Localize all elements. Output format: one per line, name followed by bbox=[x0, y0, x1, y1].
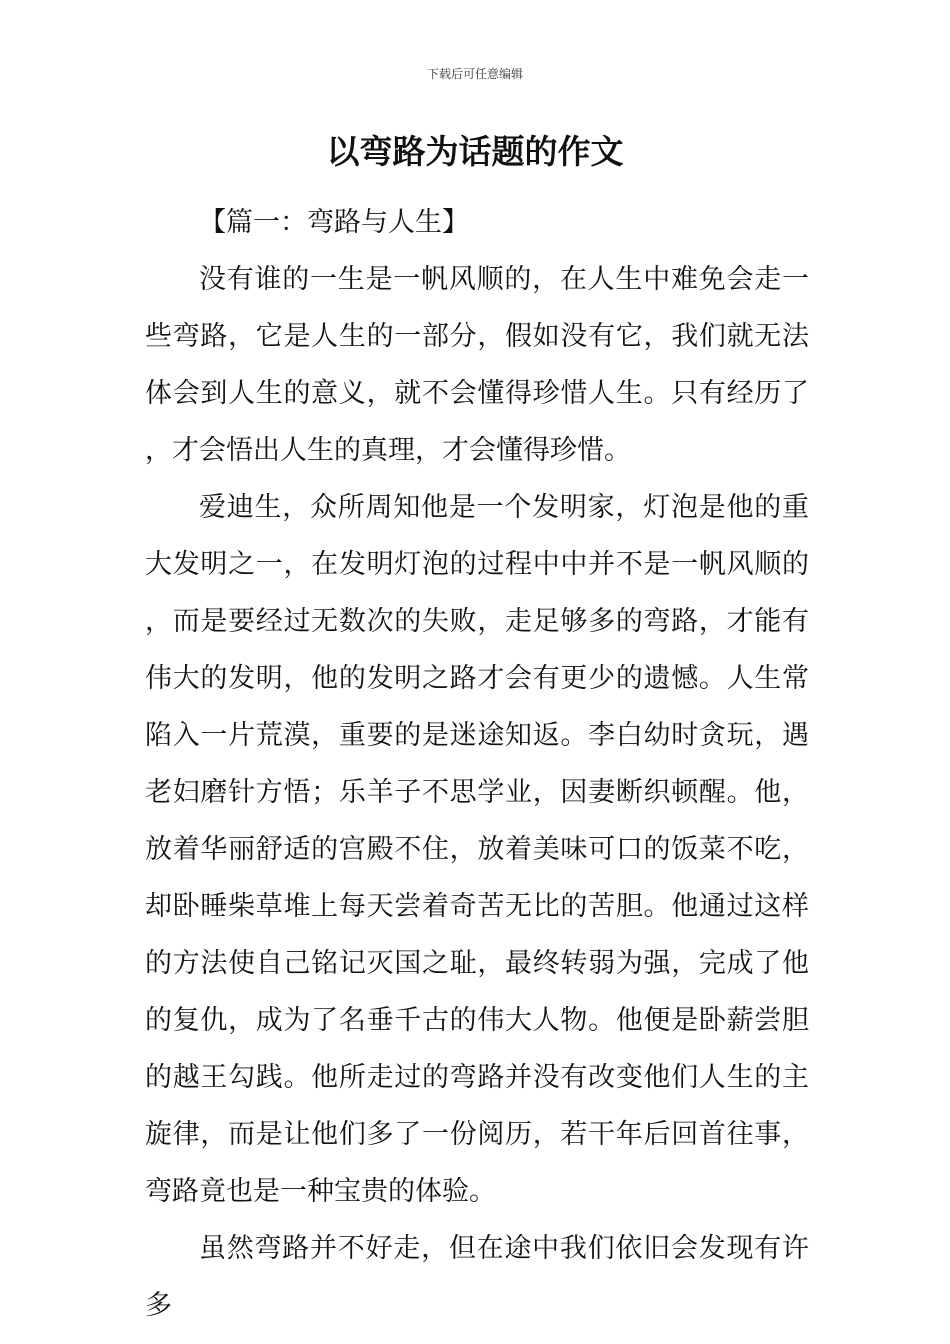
section-heading: 【篇一：弯路与人生】 bbox=[199, 207, 469, 238]
document-body bbox=[145, 194, 809, 1334]
document-title: 以弯路为话题的作文 bbox=[326, 132, 624, 171]
body-paragraph: 爱迪生，众所周知他是一个发明家，灯泡是他的重大发明之一，在发明灯泡的过程中中并不是一帆风顺的，而是要经过无数次的失败，走足够多的弯路，才能有伟大的发明，他的发明之路才会有更少的遗憾。人生常陷入一片荒漠，重要的是迷途知返。李白幼时贪玩，遇老妇磨针方悟；乐羊子不思学业，因妻断织顿醒。他，放着华丽舒适的宫殿不住，放着美味可口的饭菜不吃，却卧睡柴草堆上每天尝着奇苦无比的苦胆。他通过这样的方法使自己铭记灭国之耻，最终转弱为强，完成了他的复仇，成为了名垂千古的伟大人物。他便是卧薪尝胆的越王勾践。他所走过的弯路并没有改变他们人生的主旋律，而是让他们多了一份阅历，若干年后回首往事，弯路竟也是一种宝贵的体验。 bbox=[145, 492, 809, 1207]
header-note: 下载后可任意编辑 bbox=[426, 67, 523, 81]
body-paragraph: 没有谁的一生是一帆风顺的，在人生中难免会走一些弯路，它是人生的一部分，假如没有它，我们就无法体会到人生的意义，就不会懂得珍惜人生。只有经历了，才会悟出人生的真理，才会懂得珍惜。 bbox=[145, 264, 809, 466]
body-paragraph: 虽然弯路并不好走，但在途中我们依旧会发现有许多 bbox=[145, 1233, 809, 1321]
